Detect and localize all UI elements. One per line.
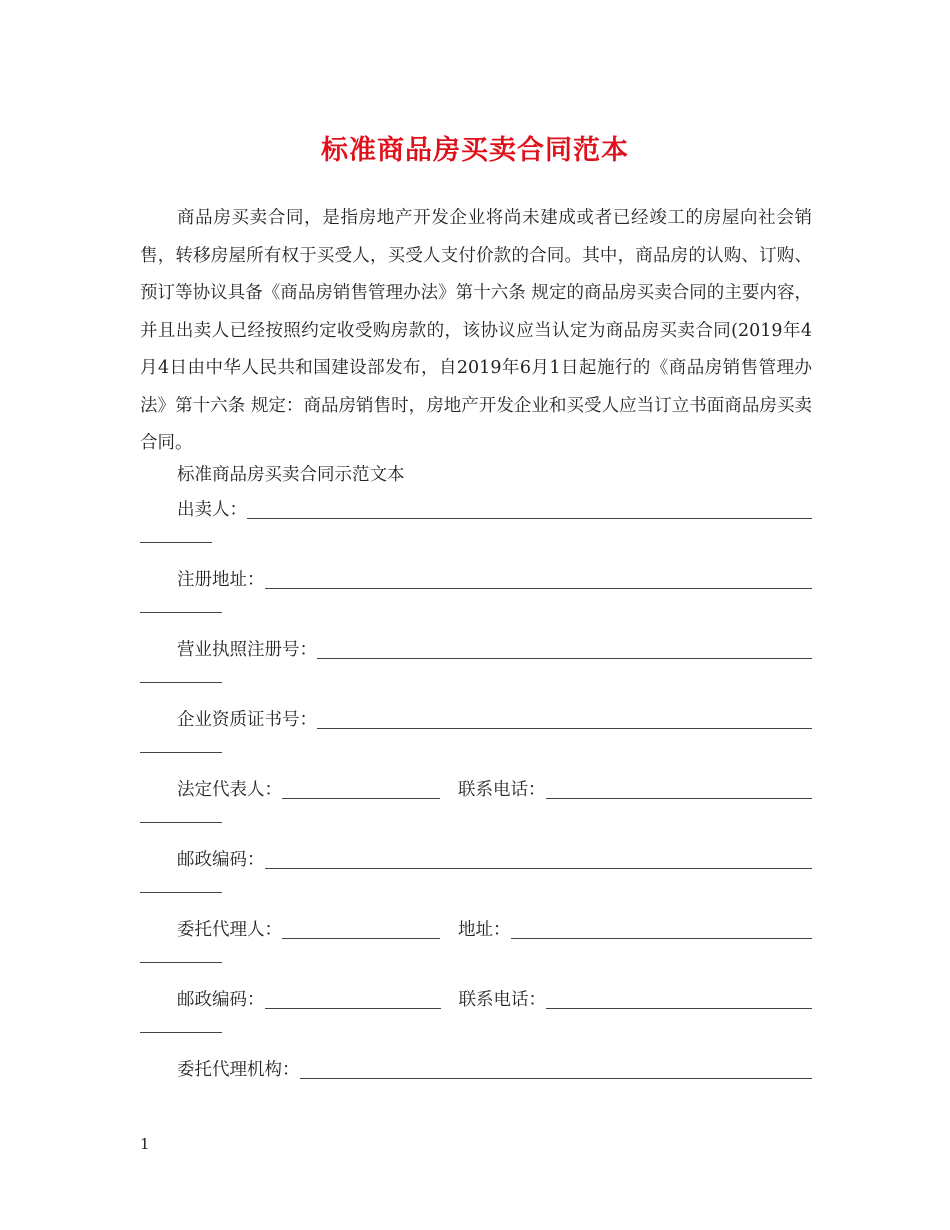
license-row (140, 630, 812, 700)
postcode-label: 邮政编码： (177, 850, 265, 870)
agency-row (140, 1050, 812, 1120)
reg-address-blank[interactable] (265, 568, 813, 589)
postcode-blank[interactable] (265, 848, 813, 869)
seller-row (140, 490, 812, 560)
agency-blank[interactable] (300, 1058, 813, 1079)
license-label: 营业执照注册号： (177, 640, 317, 660)
agent-row (140, 910, 812, 980)
qualification-row (140, 700, 812, 770)
agent-label: 委托代理人： (177, 920, 282, 940)
phone-blank[interactable] (546, 778, 813, 799)
address-blank-continued[interactable] (140, 962, 222, 963)
postcode-blank-continued[interactable] (140, 892, 222, 893)
template-subtitle: 标准商品房买卖合同示范文本 (177, 465, 405, 485)
reg-address-label: 注册地址： (177, 570, 265, 590)
license-blank-continued[interactable] (140, 682, 222, 683)
seller-blank-continued[interactable] (140, 542, 212, 543)
phone2-blank-continued[interactable] (140, 1032, 222, 1033)
seller-blank[interactable] (247, 498, 812, 519)
address-blank[interactable] (511, 918, 813, 939)
qualification-label: 企业资质证书号： (177, 710, 317, 730)
postcode2-label: 邮政编码： (177, 990, 265, 1010)
qualification-blank[interactable] (317, 708, 812, 729)
phone-blank-continued[interactable] (140, 822, 222, 823)
legal-rep-label: 法定代表人： (177, 780, 282, 800)
phone-label: 联系电话： (458, 780, 546, 800)
postcode2-blank[interactable] (265, 988, 441, 1009)
license-blank[interactable] (317, 638, 812, 659)
phone2-label: 联系电话： (458, 990, 546, 1010)
seller-label: 出卖人： (177, 500, 247, 520)
agent-blank[interactable] (282, 918, 440, 939)
legal-rep-row (140, 770, 812, 840)
postcode2-row (140, 980, 812, 1050)
intro-paragraph: 商品房买卖合同，是指房地产开发企业将尚未建成或者已经竣工的房屋向社会销售，转移房屋所有权于买受人，买受人支付价款的合同。其中，商品房的认购、订购、预订等协议具备《商品房销售管理办法》第十六条 规定的商品房买卖合同的主要内容，并且出卖人已经按照约定收受购房款的，该协议应当认定为商品房买卖合同(2019年4月4日由中华人民共和国建设部发布，自2019年6月1日起施行的《商品房销售管理办法》第十六条 规定：商品房销售时，房地产开发企业和买受人应当订立书面商品房买卖合同。 (140, 208, 812, 453)
postcode-row (140, 840, 812, 910)
qualification-blank-continued[interactable] (140, 752, 222, 753)
page-number: 1 (140, 1135, 150, 1153)
reg-address-row (140, 560, 812, 630)
document-title: 标准商品房买卖合同范本 (321, 135, 629, 166)
legal-rep-blank[interactable] (282, 778, 440, 799)
phone2-blank[interactable] (546, 988, 812, 1009)
address-label: 地址： (458, 920, 511, 940)
reg-address-blank-continued[interactable] (140, 612, 222, 613)
agency-label: 委托代理机构： (177, 1060, 300, 1080)
